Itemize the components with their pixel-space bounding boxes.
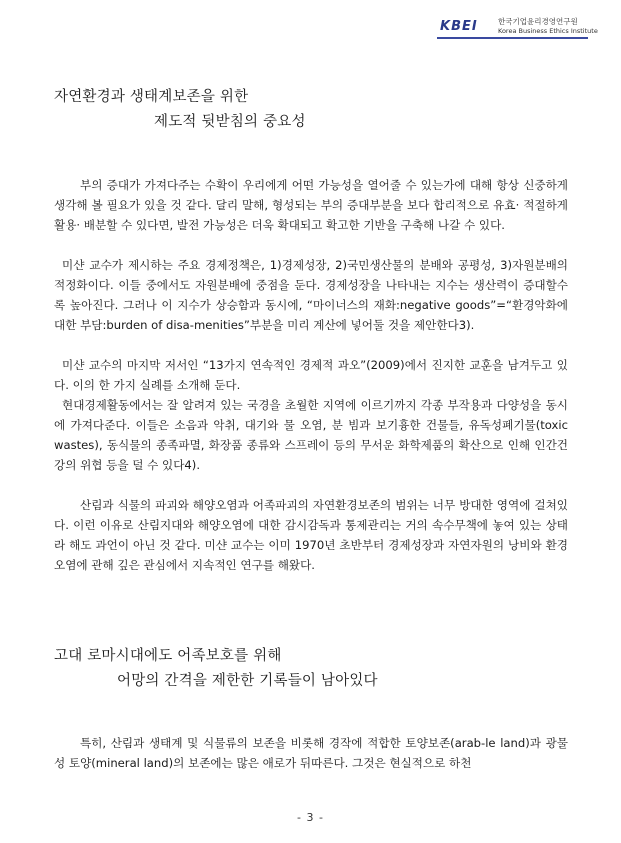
page-number: - 3 - — [297, 811, 324, 824]
section2-title-line1: 고대 로마시대에도 어족보호를 위해 — [54, 648, 282, 664]
section1-title-line2: 제도적 뒷받침의 중요성 — [154, 114, 306, 130]
paragraph: 현대경제활동에서는 잘 알려져 있는 국경을 초월한 지역에 이르기까지 각종 부작용과 다양성을 동시에 가져다준다. 이들은 소음과 악취, 대기와 물 오염, 분 빔과 보기흉한 건물들, 유독성폐기물(toxic wastes), 동식물의 종족파멸, 화장품 종류와 스프레이 등의 무서운 화학제품의 확산으로 인해 인간건강의 위협 등을 덜 수 있다4). — [54, 398, 568, 472]
paragraph: 미샨 교수가 제시하는 주요 경제정책은, 1)경제성장, 2)국민생산물의 분배와 공평성, 3)자원분배의 적정화이다. 이들 중에서도 자원분배에 중점을 둔다. 경제성장을 나타내는 지수는 생산력이 증대할수록 높아진다. 그러나 이 지수가 상승함과 동시에, “마이너스의 재화:negative goods”=“환경악화에 대한 부담:burden of disa-menities”부분을 미리 계산에 넣어둘 것을 제안한다3). — [54, 258, 568, 332]
section2-title-line2: 어망의 간격을 제한한 기록들이 남아있다 — [117, 673, 378, 689]
logo-korean-name: 한국기업윤리경영연구원 — [498, 17, 578, 26]
logo-mark: KBEI — [440, 19, 478, 34]
section1-title-line1: 자연환경과 생태계보존을 위한 — [54, 89, 249, 105]
logo-english-name: Korea Business Ethics Institute — [498, 27, 598, 35]
paragraph: 특히, 산림과 생태계 및 식물류의 보존을 비롯해 경작에 적합한 토양보존(arab-le land)과 광물성 토양(mineral land)의 보존에는 많은 애로가 뒤따른다. 그것은 현실적으로 하천 — [54, 736, 568, 770]
paragraph: 부의 증대가 가져다주는 수확이 우리에게 어떤 가능성을 열어줄 수 있는가에 대해 항상 신중하게 생각해 볼 필요가 있을 것 같다. 달리 말해, 형성되는 부의 증대부분을 보다 합리적으로 유효· 적절하게 활용· 배분할 수 있다면, 발전 가능성은 더욱 확대되고 확고한 기반을 구축해 나갈 수 있다. — [54, 178, 568, 232]
header-rule — [437, 37, 588, 39]
paragraph: 미샨 교수의 마지막 저서인 “13가지 연속적인 경제적 과오”(2009)에서 진지한 교훈을 남겨두고 있다. 이의 한 가지 실례를 소개해 둔다. — [54, 358, 568, 392]
paragraph: 산림과 식물의 파괴와 해양오염과 어족파괴의 자연환경보존의 범위는 너무 방대한 영역에 걸쳐있다. 이런 이유로 산림지대와 해양오염에 대한 감시감독과 통제관리는 거의 속수무책에 놓여 있는 상태라 해도 과언이 아닌 것 같다. 미샨 교수는 이미 1970년 초반부터 경제성장과 자연자원의 낭비와 환경오염에 관해 깊은 관심에서 지속적인 연구를 해왔다. — [54, 498, 568, 572]
